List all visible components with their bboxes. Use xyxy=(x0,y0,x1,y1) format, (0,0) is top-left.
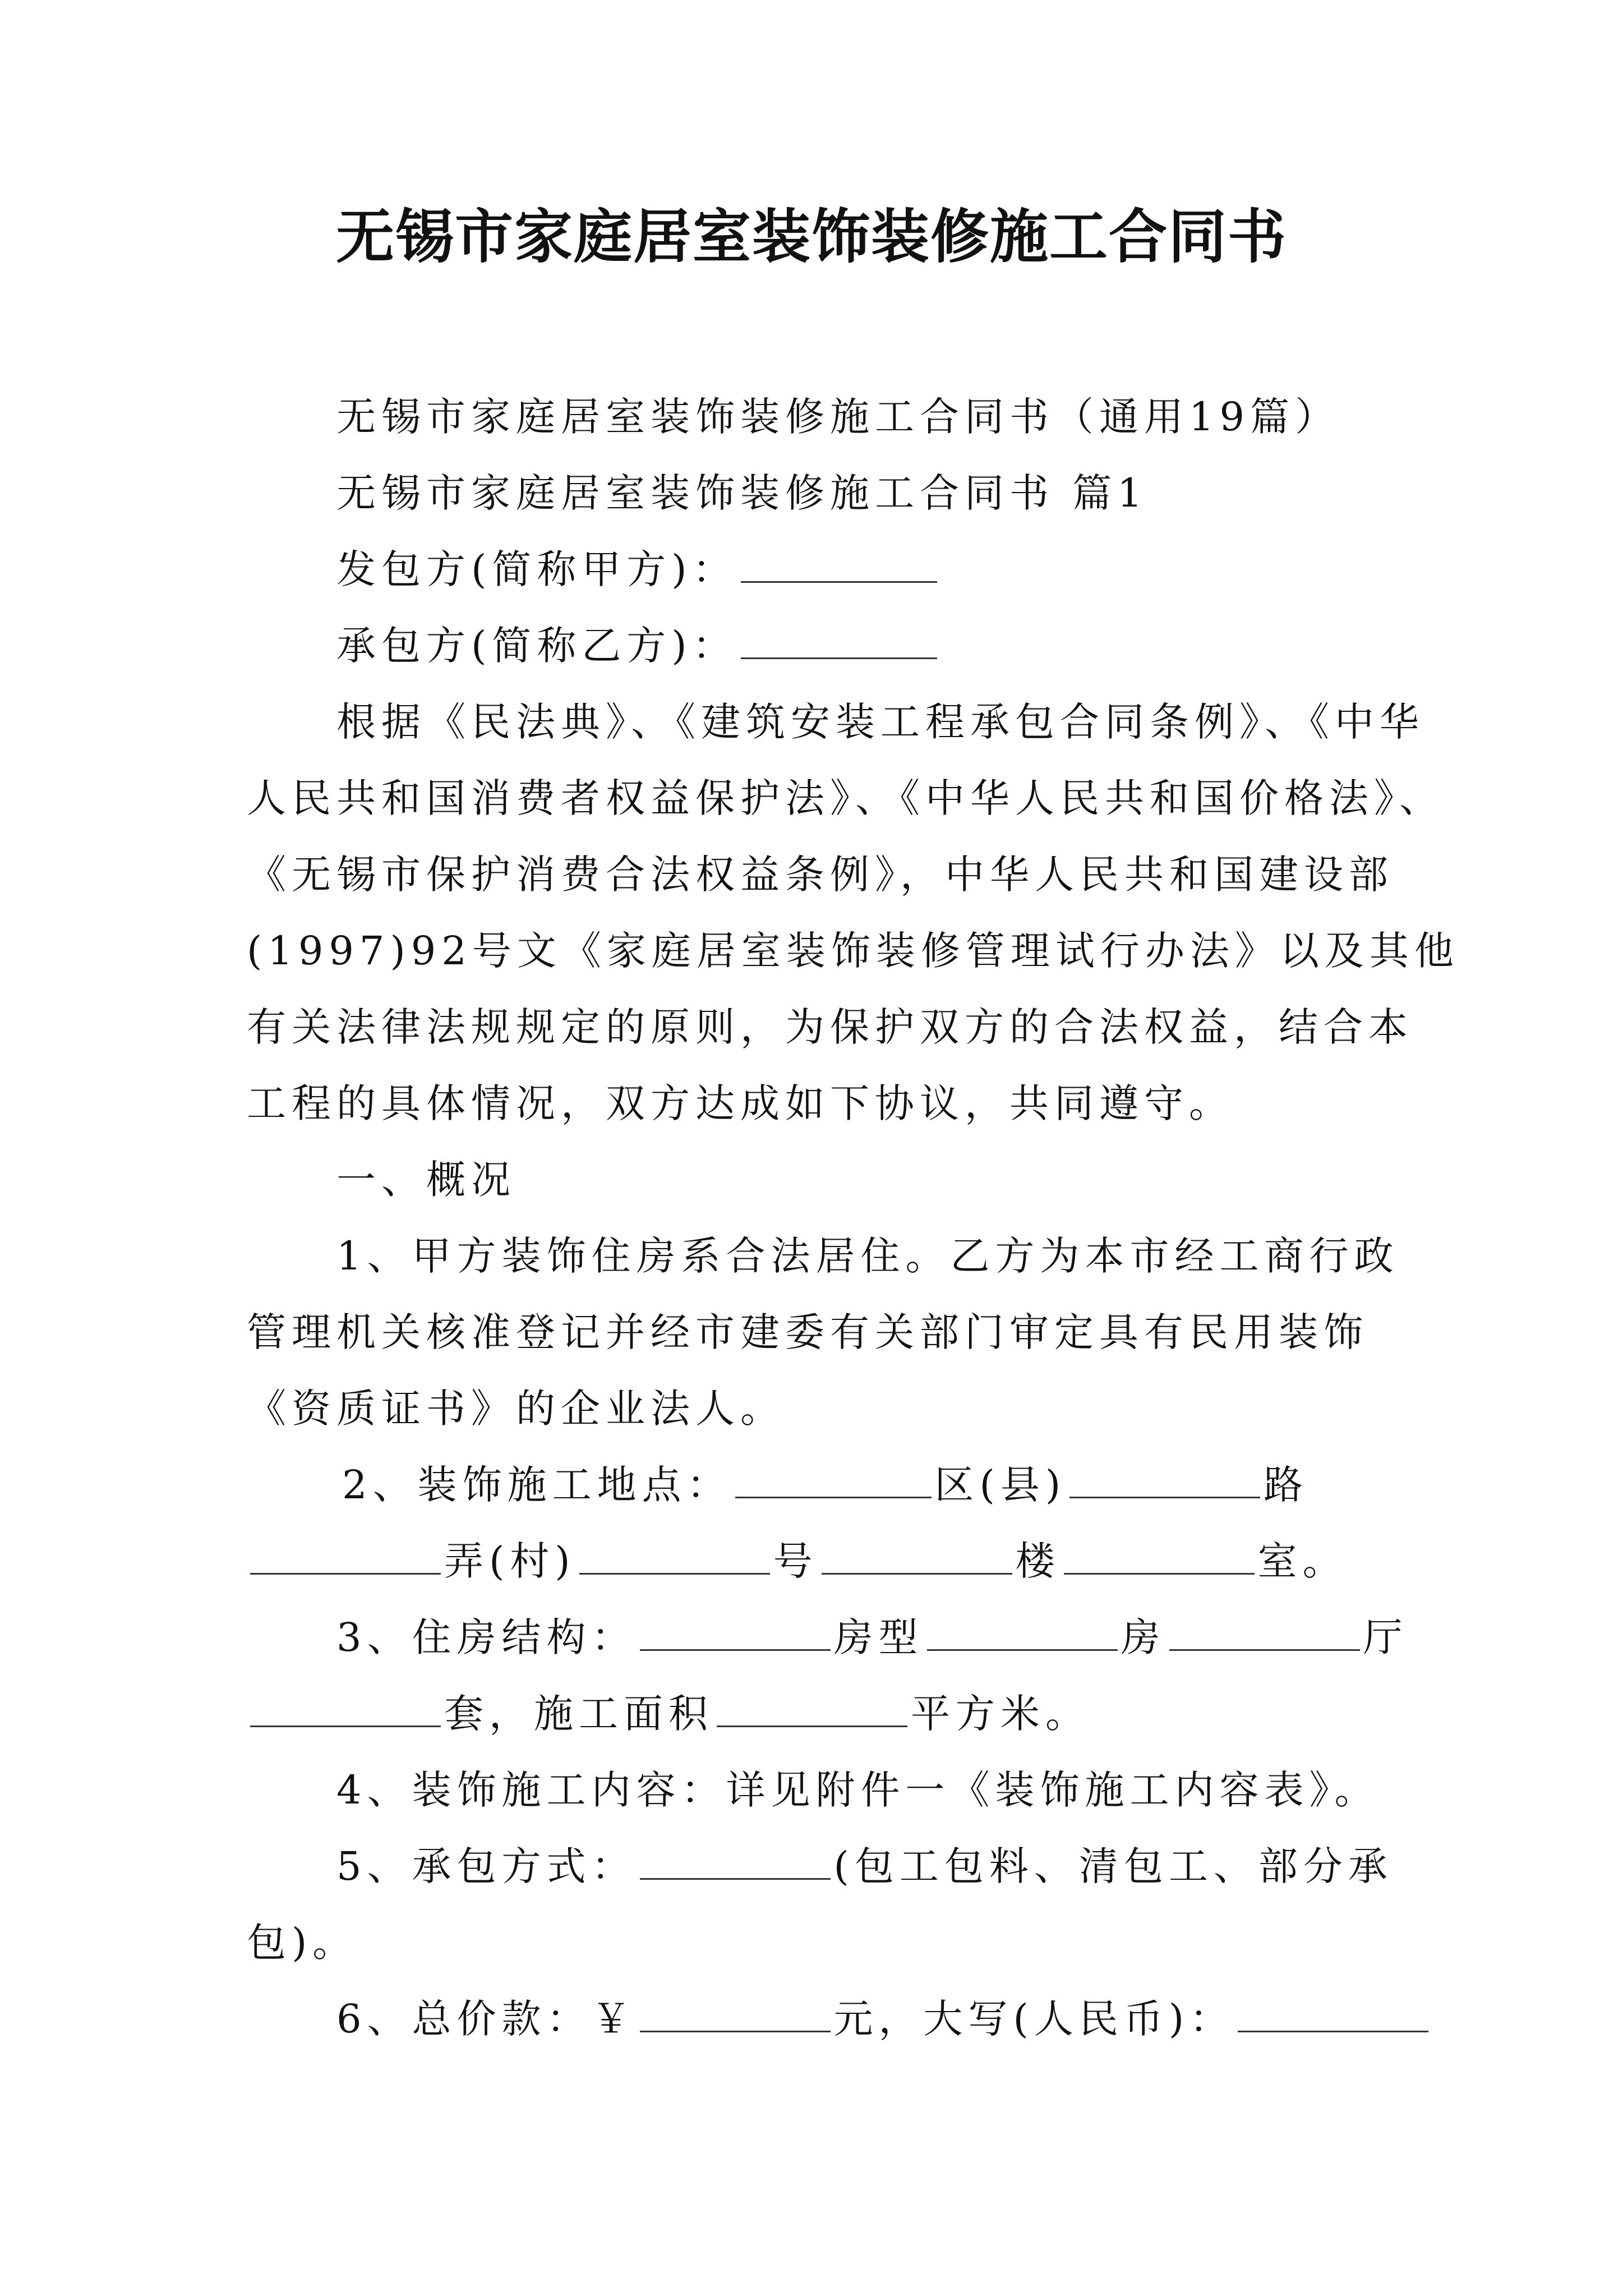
area-blank xyxy=(717,1691,907,1727)
address-line xyxy=(247,1533,1348,1589)
section-heading: 无锡市家庭居室装饰装修施工合同书 篇1 xyxy=(336,470,1148,516)
price-blank xyxy=(640,1996,831,2032)
address-label: 2、装饰施工地点： xyxy=(342,1462,732,1508)
contract-mode-blank xyxy=(640,1843,831,1880)
area-unit: 平方米。 xyxy=(911,1691,1090,1737)
section-heading: 一、概况 xyxy=(336,1157,516,1203)
paragraph-line: 管理机关核准登记并经市建委有关部门审定具有民用装饰 xyxy=(247,1309,1368,1355)
address-line xyxy=(342,1457,1308,1513)
structure-line xyxy=(247,1686,1090,1742)
sets-blank xyxy=(250,1691,441,1727)
district-label: 区(县) xyxy=(934,1462,1067,1508)
paragraph-line: 工程的具体情况，双方达成如下协议，共同遵守。 xyxy=(247,1080,1234,1126)
paragraph-line: 人民共和国消费者权益保护法》、《中华人民共和国价格法》、 xyxy=(247,775,1444,821)
price-words-label: 元，大写(人民币)： xyxy=(833,1996,1235,2042)
document-title: 无锡市家庭居室装饰装修施工合同书 xyxy=(335,203,1287,271)
contract-mode-options: (包工包料、清包工、部分承 xyxy=(833,1843,1393,1889)
price-label: 6、总价款：￥ xyxy=(336,1996,637,2042)
contract-mode-label: 5、承包方式： xyxy=(336,1843,637,1889)
halls-label: 厅 xyxy=(1363,1614,1408,1660)
type-blank xyxy=(640,1614,831,1651)
rooms-blank xyxy=(927,1614,1118,1651)
paragraph-line: 《无锡市保护消费合法权益条例》，中华人民共和国建设部 xyxy=(247,852,1394,898)
party-b-blank xyxy=(741,623,937,659)
party-b-label: 承包方(简称乙方)： xyxy=(336,623,737,669)
party-a-line xyxy=(336,541,940,597)
district-blank xyxy=(735,1462,932,1498)
type-label: 房型 xyxy=(833,1614,924,1660)
paragraph-line: (1997)92号文《家庭居室装饰装修管理试行办法》以及其他 xyxy=(247,928,1459,974)
price-line xyxy=(336,1991,1432,2047)
paragraph-line: 根据《民法典》、《建筑安装工程承包合同条例》、《中华 xyxy=(336,699,1424,745)
building-blank xyxy=(822,1538,1012,1575)
party-a-blank xyxy=(741,546,937,583)
number-label: 号 xyxy=(773,1538,818,1584)
room-blank xyxy=(1064,1538,1255,1575)
price-words-blank xyxy=(1238,1996,1428,2032)
paragraph-line: 4、装饰施工内容：详见附件一《装饰施工内容表》。 xyxy=(336,1767,1380,1813)
subtitle-line: 无锡市家庭居室装饰装修施工合同书（通用19篇） xyxy=(336,394,1340,440)
road-blank xyxy=(1069,1462,1260,1498)
area-label: 套，施工面积 xyxy=(444,1691,713,1737)
paragraph-line: 1、甲方装饰住房系合法居住。乙方为本市经工商行政 xyxy=(336,1233,1399,1279)
paragraph-line: 包)。 xyxy=(247,1920,358,1966)
lane-label: 弄(村) xyxy=(444,1538,576,1584)
number-blank xyxy=(579,1538,770,1575)
road-label: 路 xyxy=(1264,1462,1309,1508)
party-b-line xyxy=(336,618,940,674)
party-a-label: 发包方(简称甲方)： xyxy=(336,546,737,592)
paragraph-line: 《资质证书》的企业法人。 xyxy=(247,1386,785,1432)
lane-blank xyxy=(250,1538,441,1575)
rooms-label: 房 xyxy=(1121,1614,1166,1660)
contract-mode-line xyxy=(336,1838,1393,1894)
halls-blank xyxy=(1169,1614,1360,1651)
building-label: 楼 xyxy=(1015,1538,1061,1584)
structure-line xyxy=(336,1609,1408,1665)
room-label: 室。 xyxy=(1257,1538,1348,1584)
paragraph-line: 有关法律法规规定的原则，为保护双方的合法权益，结合本 xyxy=(247,1004,1413,1050)
structure-label: 3、住房结构： xyxy=(336,1614,637,1660)
